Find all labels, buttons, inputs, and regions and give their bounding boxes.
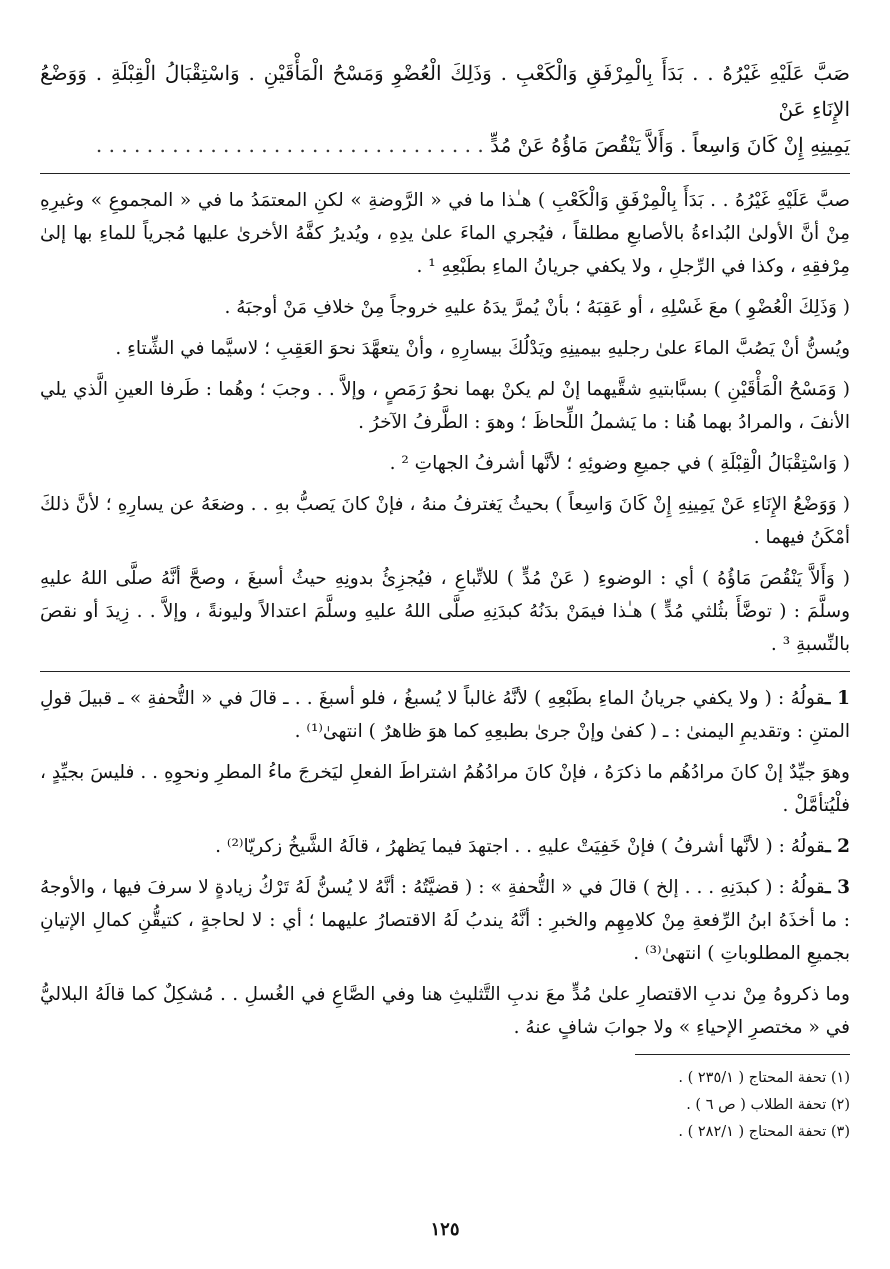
dot-leader: . . . . . . . . . . . . . . . . . . . . . . . . . . . . . . . [95, 133, 484, 157]
page-body [40, 55, 850, 1146]
matn-block [40, 55, 850, 163]
hashiya-paragraph [40, 978, 850, 1044]
hashiya-block [40, 682, 850, 1044]
matn-line: صَبَّ عَلَيْهِ غَيْرُهُ . . بَدَأَ بِالْمِرْفَقِ وَالْكَعْبِ . وَذَلِكَ الْعُضْوِ وَمَسْحُ الْمَأْقَيْنِ . وَاسْتِقْبَالُ الْقِبْلَةِ . وَوَضْعُ الإِنَاءِ عَنْ [40, 61, 850, 121]
note-text: قولُهُ : ( لأنَّها أشرفُ ) فإنْ خَفِيَتْ عليهِ . . اجتهدَ فيما يَظهرُ ، قالَهُ الشَّيخُ زكريّا⁽²⁾ . [215, 836, 826, 857]
hashiya-paragraph [40, 830, 850, 863]
sharh-block [40, 184, 850, 661]
note-text: قولُهُ : ( كبدَنِهِ . . . إلخ ) قالَ في « التُّحفةِ » : ( قضيَّتُهُ : أنَّهُ لا يُسنُّ لَهُ تَرْكُ زيادةٍ لا سرفَ فيها ، والأوجهُ : ما أخذَهُ ابنُ الرِّفعةِ مِنْ كلامِهِم والخبرِ : أنَّهُ يندبُ لَهُ الاقتصارُ عليهما ؛ أي : لا لحاجةٍ ، كتيقُّنِ كمالِ الإتيانِ بجميعِ المطلوباتِ ) انتهىٰ⁽³⁾ . [40, 877, 850, 964]
footnote: (١) تحفة المحتاج ( ٢٣٥/١ ) . [678, 1070, 850, 1086]
sharh-paragraph: ( وَأَلاَّ يَنْقُصَ مَاؤُهُ ) أي : الوضوءِ ( عَنْ مُدٍّ ) للاتِّباعِ ، فيُجزِئُ بدونِهِ حيثُ أسبغَ ، وصحَّ أنَّهُ صلَّى اللهُ عليهِ وسلَّمَ : ( توضَّأَ بثُلثي مُدٍّ ) هـٰذا فيمَنْ بدَنُهُ كبدَنِهِ صلَّى اللهُ عليهِ وسلَّمَ اعتدالاً وليونةً ، وإلاَّ . . زِيدَ أو نقصَ بالنِّسبةِ ³ . [40, 568, 850, 655]
hashiya-paragraph [40, 682, 850, 748]
sharh-paragraph: ( وَذَلِكَ الْعُضْوِ ) معَ غَسْلِهِ ، أو عَقِبَهُ ؛ بأنْ يُمرَّ يدَهُ عليهِ خروجاً مِنْ خلافِ مَنْ أوجبَهُ . [224, 297, 850, 318]
footnote-divider [635, 1054, 850, 1055]
sharh-paragraph: ( وَاسْتِقْبَالُ الْقِبْلَةِ ) في جميعِ وضوئِهِ ؛ لأنَّها أشرفُ الجهاتِ ² . [389, 453, 850, 474]
divider [40, 671, 850, 672]
hashiya-paragraph [40, 871, 850, 970]
page-number: ١٢٥ [430, 1219, 460, 1240]
note-text: وما ذكروهُ مِنْ ندبِ الاقتصارِ علىٰ مُدٍّ معَ ندبِ التَّثليثِ هنا وفي الصَّاعِ في الغُسلِ . . مُشكِلٌ كما قالَهُ البلاليُّ في « مختصرِ الإحياءِ » ولا جوابَ شافٍ عنهُ . [40, 984, 850, 1038]
divider [40, 173, 850, 174]
sharh-paragraph: ( وَمَسْحُ الْمَأْقَيْنِ ) بسبَّابتيهِ شقَّيهما إنْ لم يكنْ بهما نحوُ رَمَصٍ ، وإلاَّ . . وجبَ ؛ وهُما : طَرفا العينِ الَّذي يلي الأنفَ ، والمرادُ بهما هُنا : ما يَشملُ اللِّحاظَ ؛ وهوَ : الطَّرفُ الآخرُ . [40, 379, 850, 433]
note-number: 3 ـ [825, 877, 850, 898]
hashiya-paragraph [40, 756, 850, 822]
footnote: (٣) تحفة المحتاج ( ٢٨٢/١ ) . [678, 1124, 850, 1140]
sharh-paragraph: صبَّ عَلَيْهِ غَيْرُهُ . . بَدَأَ بِالْمِرْفَقِ وَالْكَعْبِ ) هـٰذا ما في « الرَّوضةِ » لكنِ المعتمَدُ ما في « المجموعِ » وغيرِهِ مِنْ أنَّ الأولىٰ البُداءةُ بالأصابعِ مطلقاً ، فيُجري الماءَ علىٰ يدِهِ ، ويُديرُ كفَّهُ الأخرىٰ عليها مُجرياً للماءِ بها إلىٰ مِرْفقِهِ ، وكذا في الرِّجلِ ، ولا يكفي جريانُ الماءِ بطَبْعِهِ ¹ . [40, 190, 850, 277]
sharh-paragraph: ويُسنُّ أنْ يَصُبَّ الماءَ علىٰ رجليهِ بيمينِهِ ويَدْلُكَ بيسارِهِ ، وأنْ يتعهَّدَ نحوَ العَقِبِ ؛ لاسيَّما في الشِّتاءِ . [115, 338, 850, 359]
note-number: 1 ـ [824, 688, 850, 709]
note-number: 2 ـ [825, 836, 850, 857]
note-text: قولُهُ : ( ولا يكفي جريانُ الماءِ بطَبْعِهِ ) لأنَّهُ غالباً لا يُسبغُ ، فلو أسبغَ . . ـ قالَ في « التُّحفةِ » ـ قبيلَ قولِ المتنِ : وتقديمِ اليمنىٰ : ـ ( كفىٰ وإنْ جرىٰ بطبعِهِ كما هوَ ظاهرٌ ) انتهىٰ⁽¹⁾ . [40, 688, 850, 742]
sharh-paragraph: ( وَوَضْعُ الإِنَاءِ عَنْ يَمِينِهِ إِنْ كَانَ وَاسِعاً ) بحيثُ يَغترفُ منهُ ، فإنْ كانَ يَصبُّ بهِ . . وضعَهُ عن يسارِهِ ؛ لأنَّ ذلكَ أمْكَنُ فيهما . [40, 494, 850, 548]
matn-line [40, 127, 850, 163]
matn-line-text: يَمِينِهِ إِنْ كَانَ وَاسِعاً . وَأَلاَّ يَنْقُصَ مَاؤُهُ عَنْ مُدٍّ [490, 133, 850, 157]
note-text: وهوَ جيِّدٌ إنْ كانَ مرادُهُم ما ذكرَهُ ، فإنْ كانَ مرادُهُمُ اشتراطَ الفعلِ ليَخرجَ ماءُ المطرِ ونحوِهِ . . فليسَ بجيِّدٍ ، فلْيُتأمَّلْ . [40, 762, 850, 816]
footnotes [40, 1065, 850, 1146]
footnote: (٢) تحفة الطلاب ( ص ٦ ) . [686, 1097, 850, 1113]
